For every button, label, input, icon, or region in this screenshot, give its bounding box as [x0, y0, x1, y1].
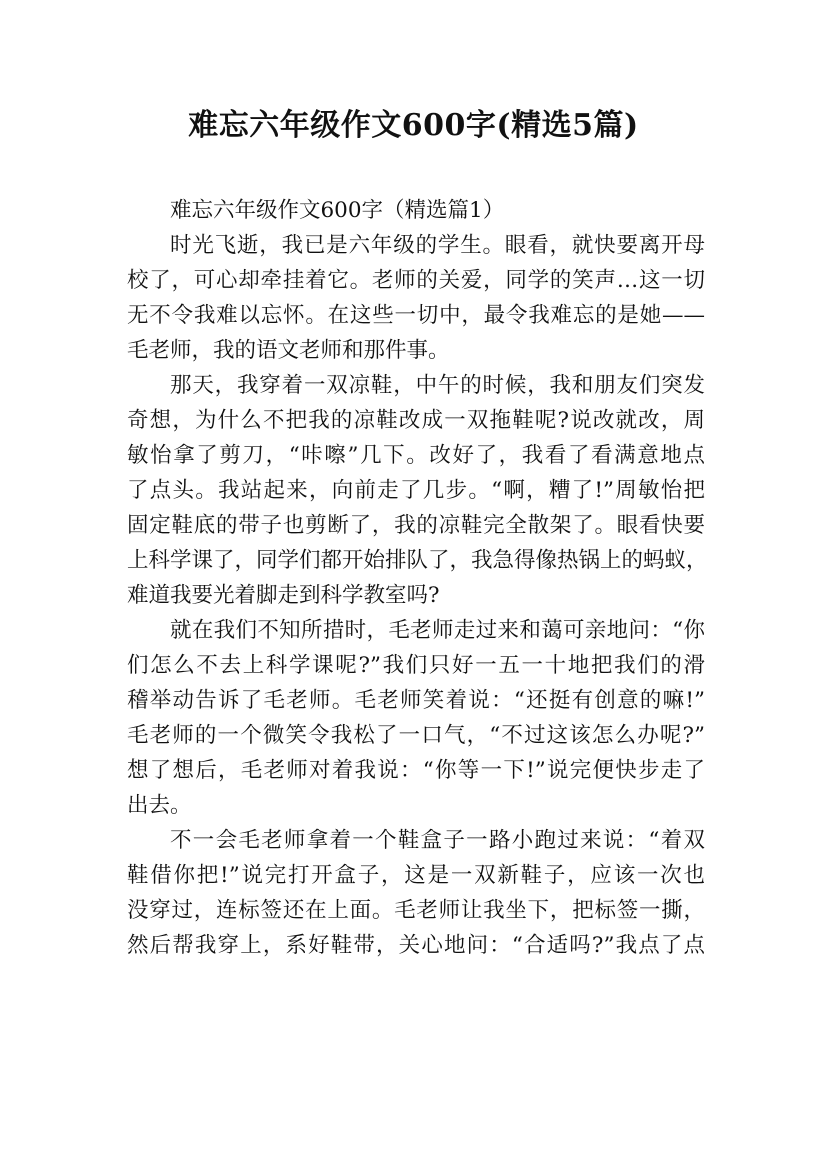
paragraph-line: 们怎么不去上科学课呢?”我们只好一五一十地把我们的滑 [127, 653, 705, 678]
paragraph-line: 毛老师，我的语文老师和那件事。 [127, 338, 450, 363]
paragraph-line: 鞋借你把!”说完打开盒子，这是一双新鞋子，应该一次也 [127, 863, 705, 888]
document-title: 难忘六年级作文600字(精选5篇) [188, 108, 639, 143]
paragraph-line: 出去。 [127, 793, 192, 818]
paragraph-line: 那天，我穿着一双凉鞋，中午的时候，我和朋友们突发 [170, 373, 705, 398]
paragraph-line: 无不令我难以忘怀。在这些一切中，最令我难忘的是她—— [127, 303, 705, 328]
document-body [127, 193, 708, 963]
paragraph-line: 没穿过，连标签还在上面。毛老师让我坐下，把标签一撕， [127, 898, 705, 923]
paragraph-line: 敏怡拿了剪刀，“咔嚓”几下。改好了，我看了看满意地点 [127, 443, 705, 468]
paragraph-line: 难道我要光着脚走到科学教室吗? [127, 583, 440, 608]
paragraph-line: 然后帮我穿上，系好鞋带，关心地问：“合适吗?”我点了点 [127, 933, 705, 958]
paragraph-line: 毛老师的一个微笑令我松了一口气，“不过这该怎么办呢?” [127, 723, 705, 748]
paragraph-line: 上科学课了，同学们都开始排队了，我急得像热锅上的蚂蚁， [127, 548, 708, 573]
paragraph-line: 想了想后，毛老师对着我说：“你等一下!”说完便快步走了 [127, 758, 705, 783]
paragraph-line: 就在我们不知所措时，毛老师走过来和蔼可亲地问：“你 [170, 618, 705, 643]
paragraph-line: 固定鞋底的带子也剪断了，我的凉鞋完全散架了。眼看快要 [127, 513, 705, 538]
paragraph-line: 时光飞逝，我已是六年级的学生。眼看，就快要离开母 [170, 233, 705, 258]
paragraph-line: 校了，可心却牵挂着它。老师的关爱，同学的笑声…这一切 [127, 268, 705, 293]
paragraph-line: 不一会毛老师拿着一个鞋盒子一路小跑过来说：“着双 [170, 828, 705, 853]
section-title: 难忘六年级作文600字（精选篇1） [170, 198, 505, 223]
paragraph-line: 了点头。我站起来，向前走了几步。“啊，糟了!”周敏怡把 [127, 478, 705, 503]
paragraph-line: 稽举动告诉了毛老师。毛老师笑着说：“还挺有创意的嘛!” [127, 688, 705, 713]
paragraph-line: 奇想，为什么不把我的凉鞋改成一双拖鞋呢?说改就改，周 [127, 408, 705, 433]
